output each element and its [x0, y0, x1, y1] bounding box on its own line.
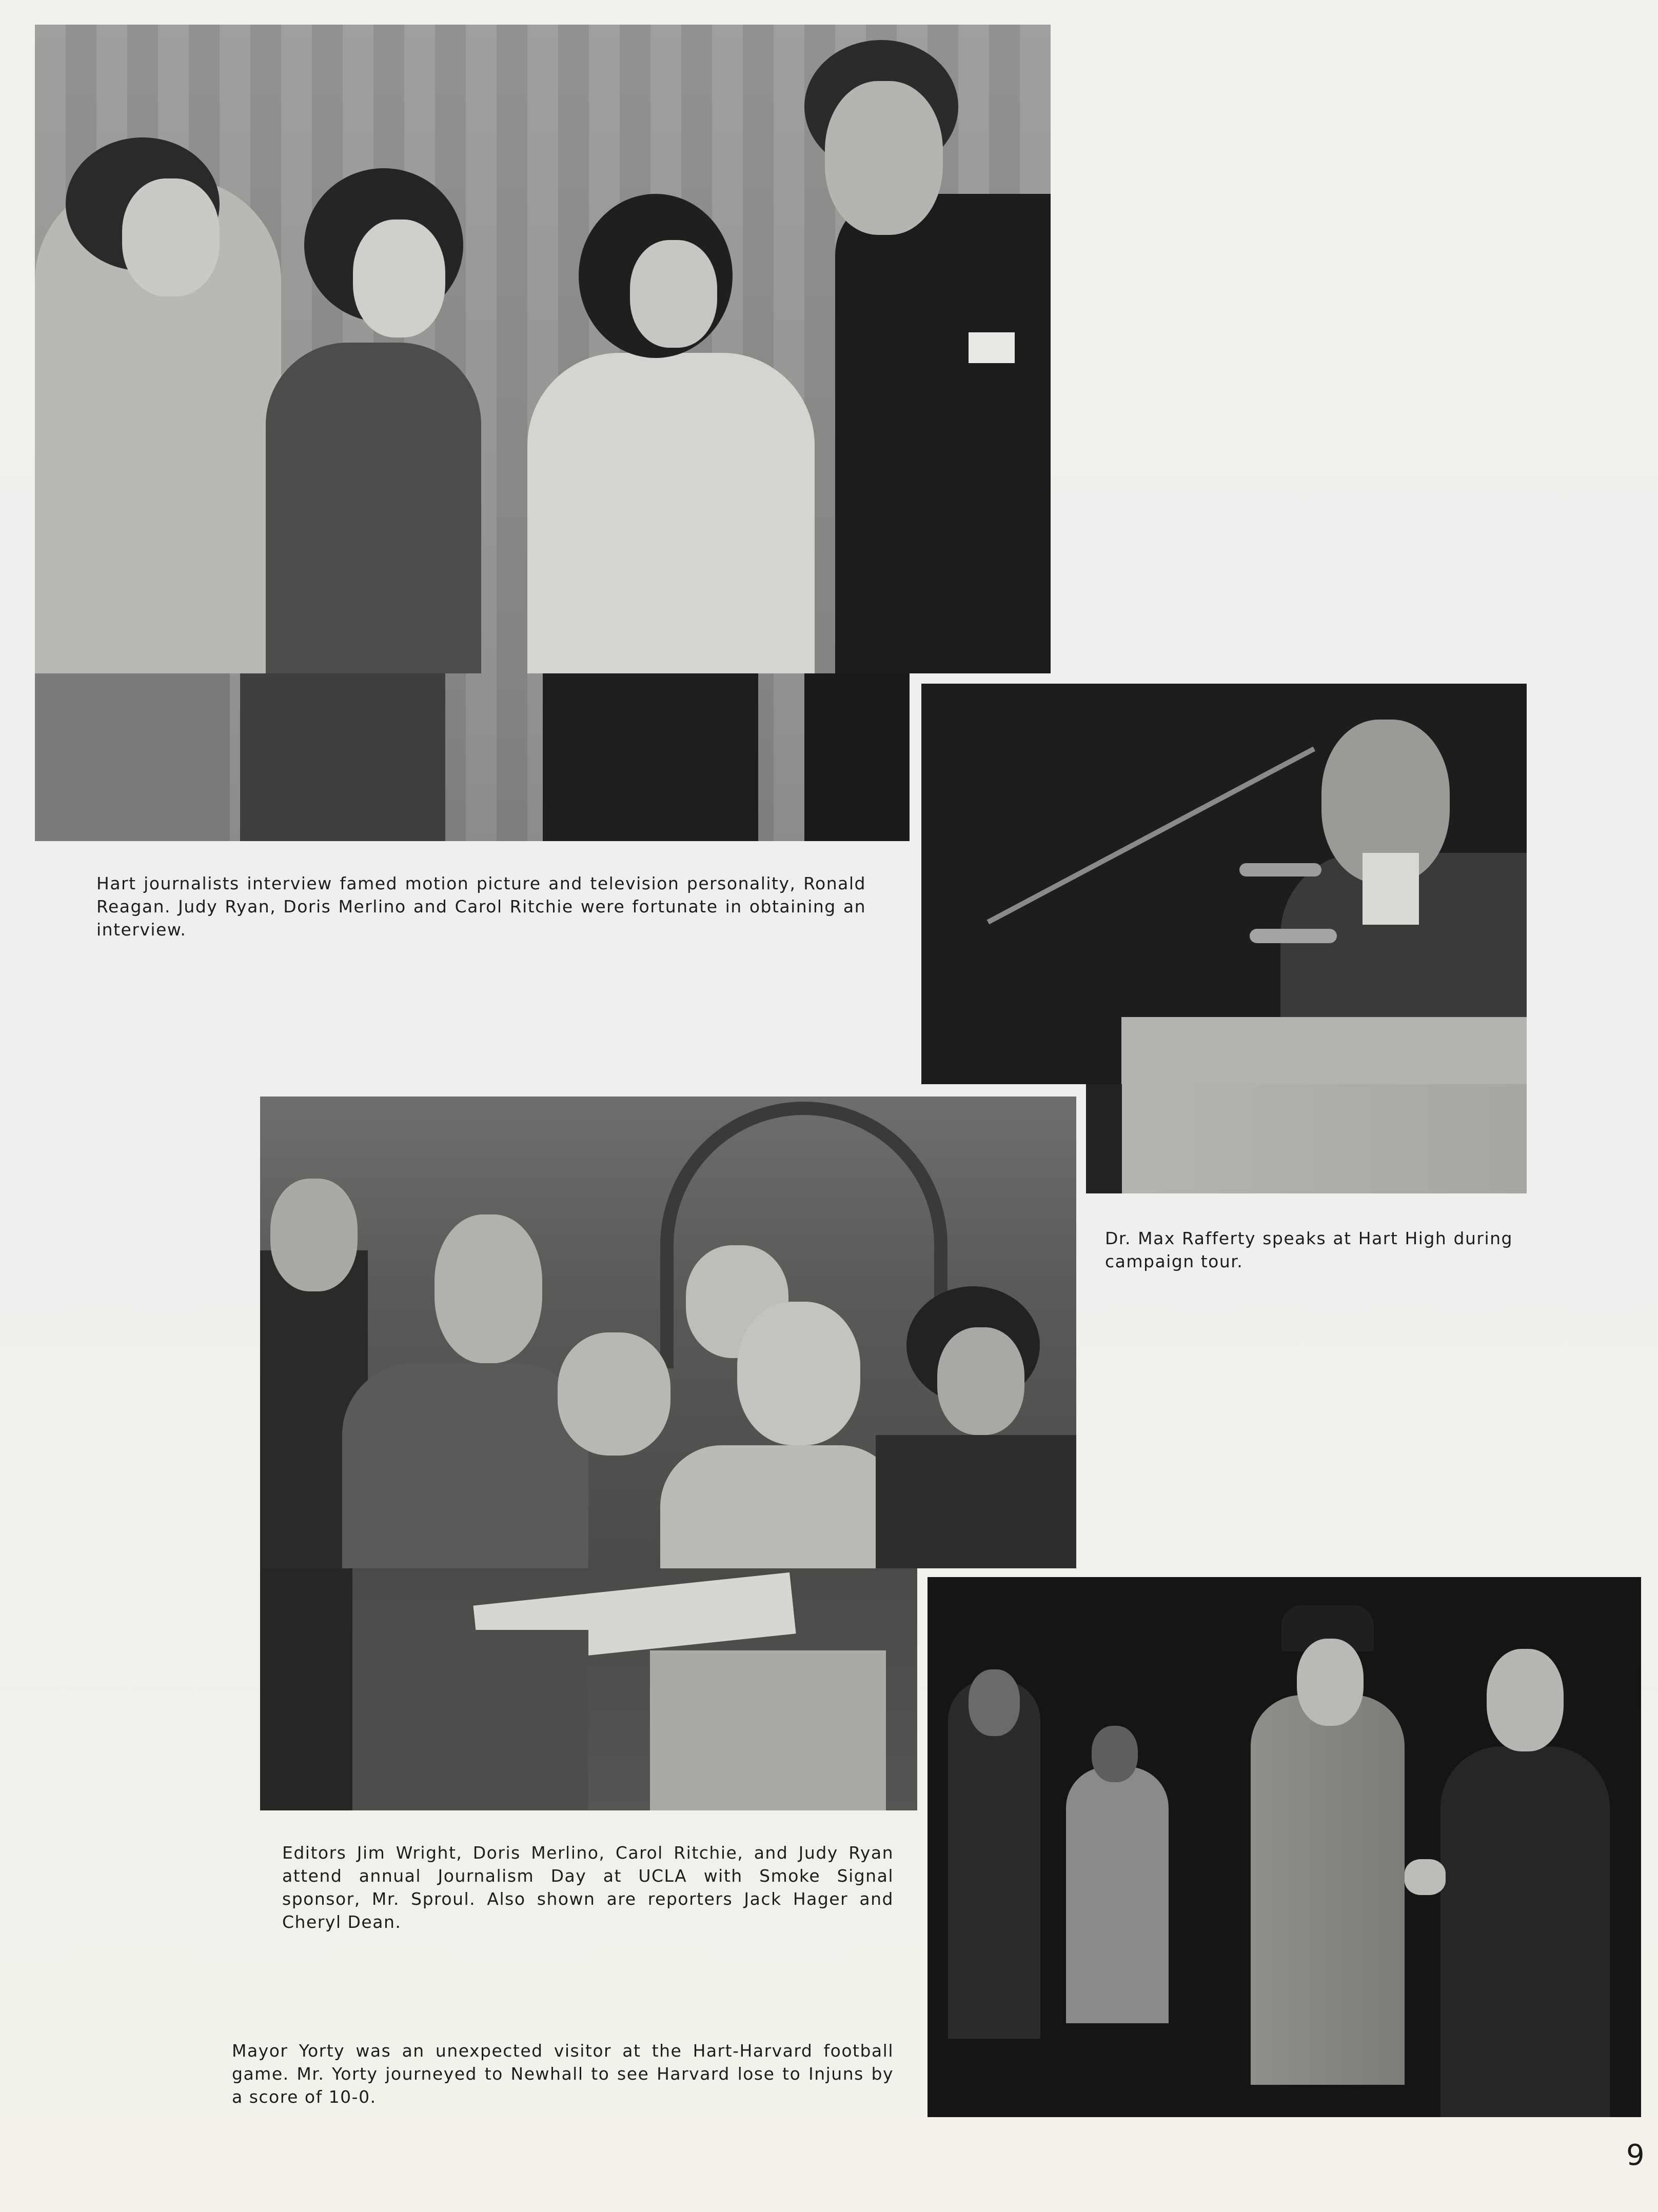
microphone — [1239, 863, 1321, 876]
figure-girl-2-skirt — [240, 673, 445, 841]
figure-sponsor-jacket — [342, 1363, 588, 1568]
figure-girl-3 — [527, 353, 815, 673]
photo-journalism-day-lower — [260, 1568, 917, 1810]
caption-mayor-yorty: Mayor Yorty was an unexpected visitor at the Hart-Harvard football game. Mr. Yorty journeyed to Newhall to see Harvard lose to Injuns by a score of 10-0. — [232, 2041, 894, 2107]
figure-reagan-face — [825, 81, 943, 235]
figure-sponsor-face — [435, 1214, 542, 1363]
figure-background-man-1-face — [969, 1669, 1020, 1736]
microphone-stand — [987, 747, 1315, 925]
figure-reagan-suit — [835, 194, 1051, 673]
photo-reagan-interview-lower — [35, 673, 910, 841]
photo-reagan-interview-upper — [35, 25, 1051, 673]
figure-girl-c-cardigan — [650, 1650, 886, 1810]
figure-student-left-face — [270, 1179, 358, 1291]
podium-top — [1121, 1017, 1527, 1084]
handshake — [1405, 1859, 1446, 1895]
microphone-2 — [1250, 929, 1337, 943]
figure-man-right-suit — [1440, 1746, 1610, 2117]
figure-girl-3-pants — [543, 673, 758, 841]
figure-background-man-2 — [1066, 1767, 1169, 2023]
figure-girl-2 — [266, 343, 481, 673]
caption-rafferty-speech: Dr. Max Rafferty speaks at Hart High during campaign tour. — [1105, 1228, 1513, 1271]
figure-girl-1-skirt — [35, 673, 230, 841]
figure-student-left-legs — [260, 1568, 352, 1810]
page-number: 9 — [1626, 2139, 1645, 2172]
photo-rafferty-speech-upper — [921, 684, 1527, 1084]
photo-rafferty-speech-lower — [1086, 1084, 1527, 1193]
photo-mayor-yorty — [927, 1577, 1641, 2117]
caption-journalism-day: Editors Jim Wright, Doris Merlino, Carol Ritchie, and Judy Ryan attend annual Journalism Day at UCLA with Smoke Signal sponsor, Mr. Sproul. Also shown are reporters Jack Hager and Cheryl Dean. — [282, 1843, 894, 1932]
figure-girl-2-face — [353, 220, 445, 337]
photo-journalism-day-upper — [260, 1097, 1076, 1568]
figure-reagan-legs — [804, 673, 910, 841]
figure-girl-a-face — [558, 1332, 670, 1456]
figure-girl-d-coat — [876, 1435, 1076, 1568]
figure-sponsor-legs — [342, 1630, 588, 1810]
figure-girl-3-face — [630, 240, 717, 348]
caption-reagan-interview: Hart journalists interview famed motion picture and television personality, Ronald Reagan. Judy Ryan, Doris Merlino and Carol Ritchie were fortunate in obtaining an interview. — [96, 873, 866, 940]
podium — [1122, 1084, 1527, 1193]
figure-girl-d-face — [937, 1327, 1024, 1435]
figure-girl-1-face — [122, 178, 220, 296]
figure-reagan-pocket-square — [969, 332, 1015, 363]
figure-background-man-2-face — [1092, 1726, 1138, 1782]
figure-yorty-coat — [1251, 1695, 1405, 2085]
figure-yorty-face — [1297, 1639, 1364, 1726]
figure-rafferty-collar — [1363, 853, 1419, 925]
figure-man-right-face — [1487, 1649, 1564, 1751]
figure-girl-c-face — [737, 1302, 860, 1445]
figure-girl-c-sweater — [660, 1445, 901, 1568]
